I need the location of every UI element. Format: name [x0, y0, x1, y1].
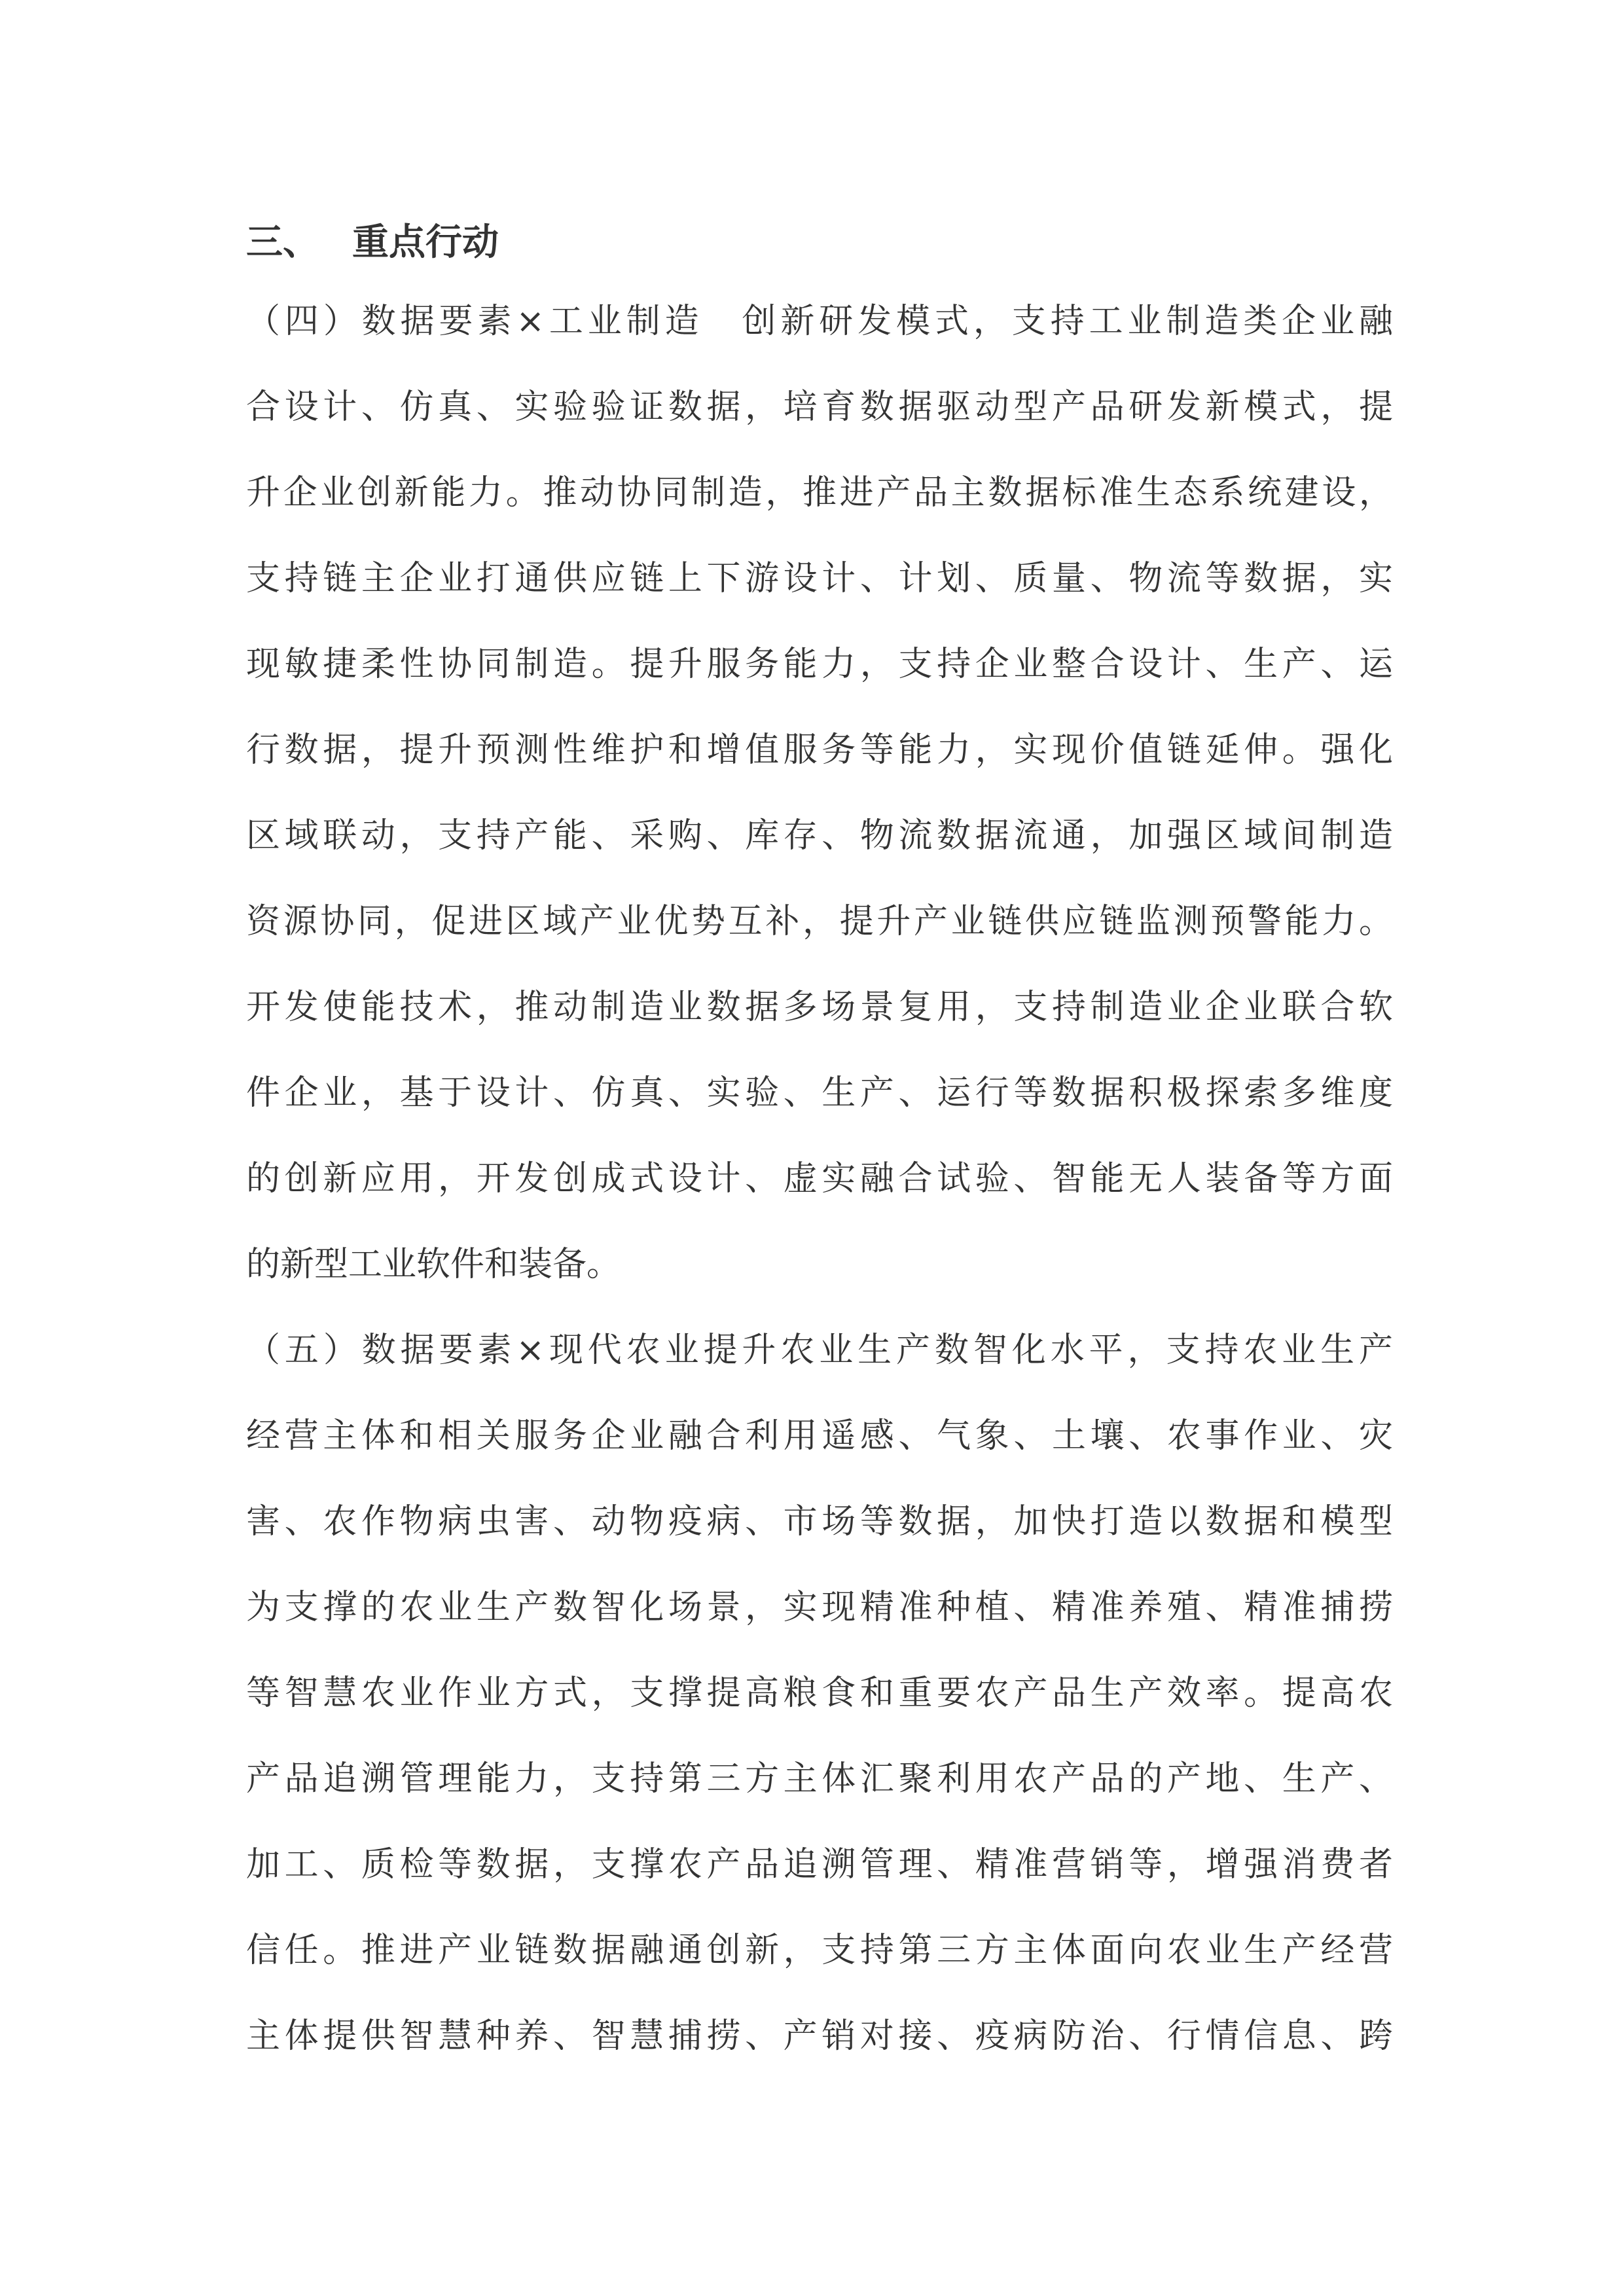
text-line: 合设计、仿真、实验验证数据，培育数据驱动型产品研发新模式，提 — [246, 387, 1393, 427]
text-line: 区域联动，支持产能、采购、库存、物流数据流通，加强区域间制造 — [246, 816, 1393, 855]
text-line: （五）数据要素×现代农业提升农业生产数智化水平，支持农业生产 — [246, 1331, 1393, 1370]
text-line: 资源协同，促进区域产业优势互补，提升产业链供应链监测预警能力。 — [246, 902, 1393, 941]
text-line: （四）数据要素×工业制造 创新研发模式，支持工业制造类企业融 — [246, 302, 1393, 341]
text-line: 的创新应用，开发创成式设计、虚实融合试验、智能无人装备等方面 — [246, 1159, 1393, 1198]
text-line: 主体提供智慧种养、智慧捕捞、产销对接、疫病防治、行情信息、跨 — [246, 2017, 1393, 2056]
document-body — [246, 207, 1393, 2079]
text-line: 开发使能技术，推动制造业数据多场景复用，支持制造业企业联合软 — [246, 988, 1393, 1027]
text-line: 行数据，提升预测性维护和增值服务等能力，实现价值链延伸。强化 — [246, 730, 1393, 770]
text-line: 为支撑的农业生产数智化场景，实现精准种植、精准养殖、精准捕捞 — [246, 1588, 1393, 1627]
paragraph-industrial-manufacturing — [246, 279, 1393, 1308]
text-line: 加工、质检等数据，支撑农产品追溯管理、精准营销等，增强消费者 — [246, 1845, 1393, 1884]
text-line: 的新型工业软件和装备。 — [246, 1245, 621, 1284]
text-line: 等智慧农业作业方式，支撑提高粮食和重要农产品生产效率。提高农 — [246, 1674, 1393, 1713]
text-line: 支持链主企业打通供应链上下游设计、计划、质量、物流等数据，实 — [246, 559, 1393, 598]
section-number: 三、 — [246, 221, 319, 264]
text-line: 件企业，基于设计、仿真、实验、生产、运行等数据积极探索多维度 — [246, 1073, 1393, 1113]
section-title-text: 重点行动 — [352, 221, 499, 264]
text-line: 害、农作物病虫害、动物疫病、市场等数据，加快打造以数据和模型 — [246, 1502, 1393, 1541]
paragraph-modern-agriculture — [246, 1308, 1393, 2079]
text-line: 经营主体和相关服务企业融合利用遥感、气象、土壤、农事作业、灾 — [246, 1416, 1393, 1456]
section-heading — [246, 207, 1393, 279]
text-line: 升企业创新能力。推动协同制造，推进产品主数据标准生态系统建设， — [246, 473, 1393, 512]
text-line: 产品追溯管理能力，支持第三方主体汇聚利用农产品的产地、生产、 — [246, 1759, 1393, 1799]
text-line: 现敏捷柔性协同制造。提升服务能力，支持企业整合设计、生产、运 — [246, 645, 1393, 684]
text-line: 信任。推进产业链数据融通创新，支持第三方主体面向农业生产经营 — [246, 1931, 1393, 1970]
